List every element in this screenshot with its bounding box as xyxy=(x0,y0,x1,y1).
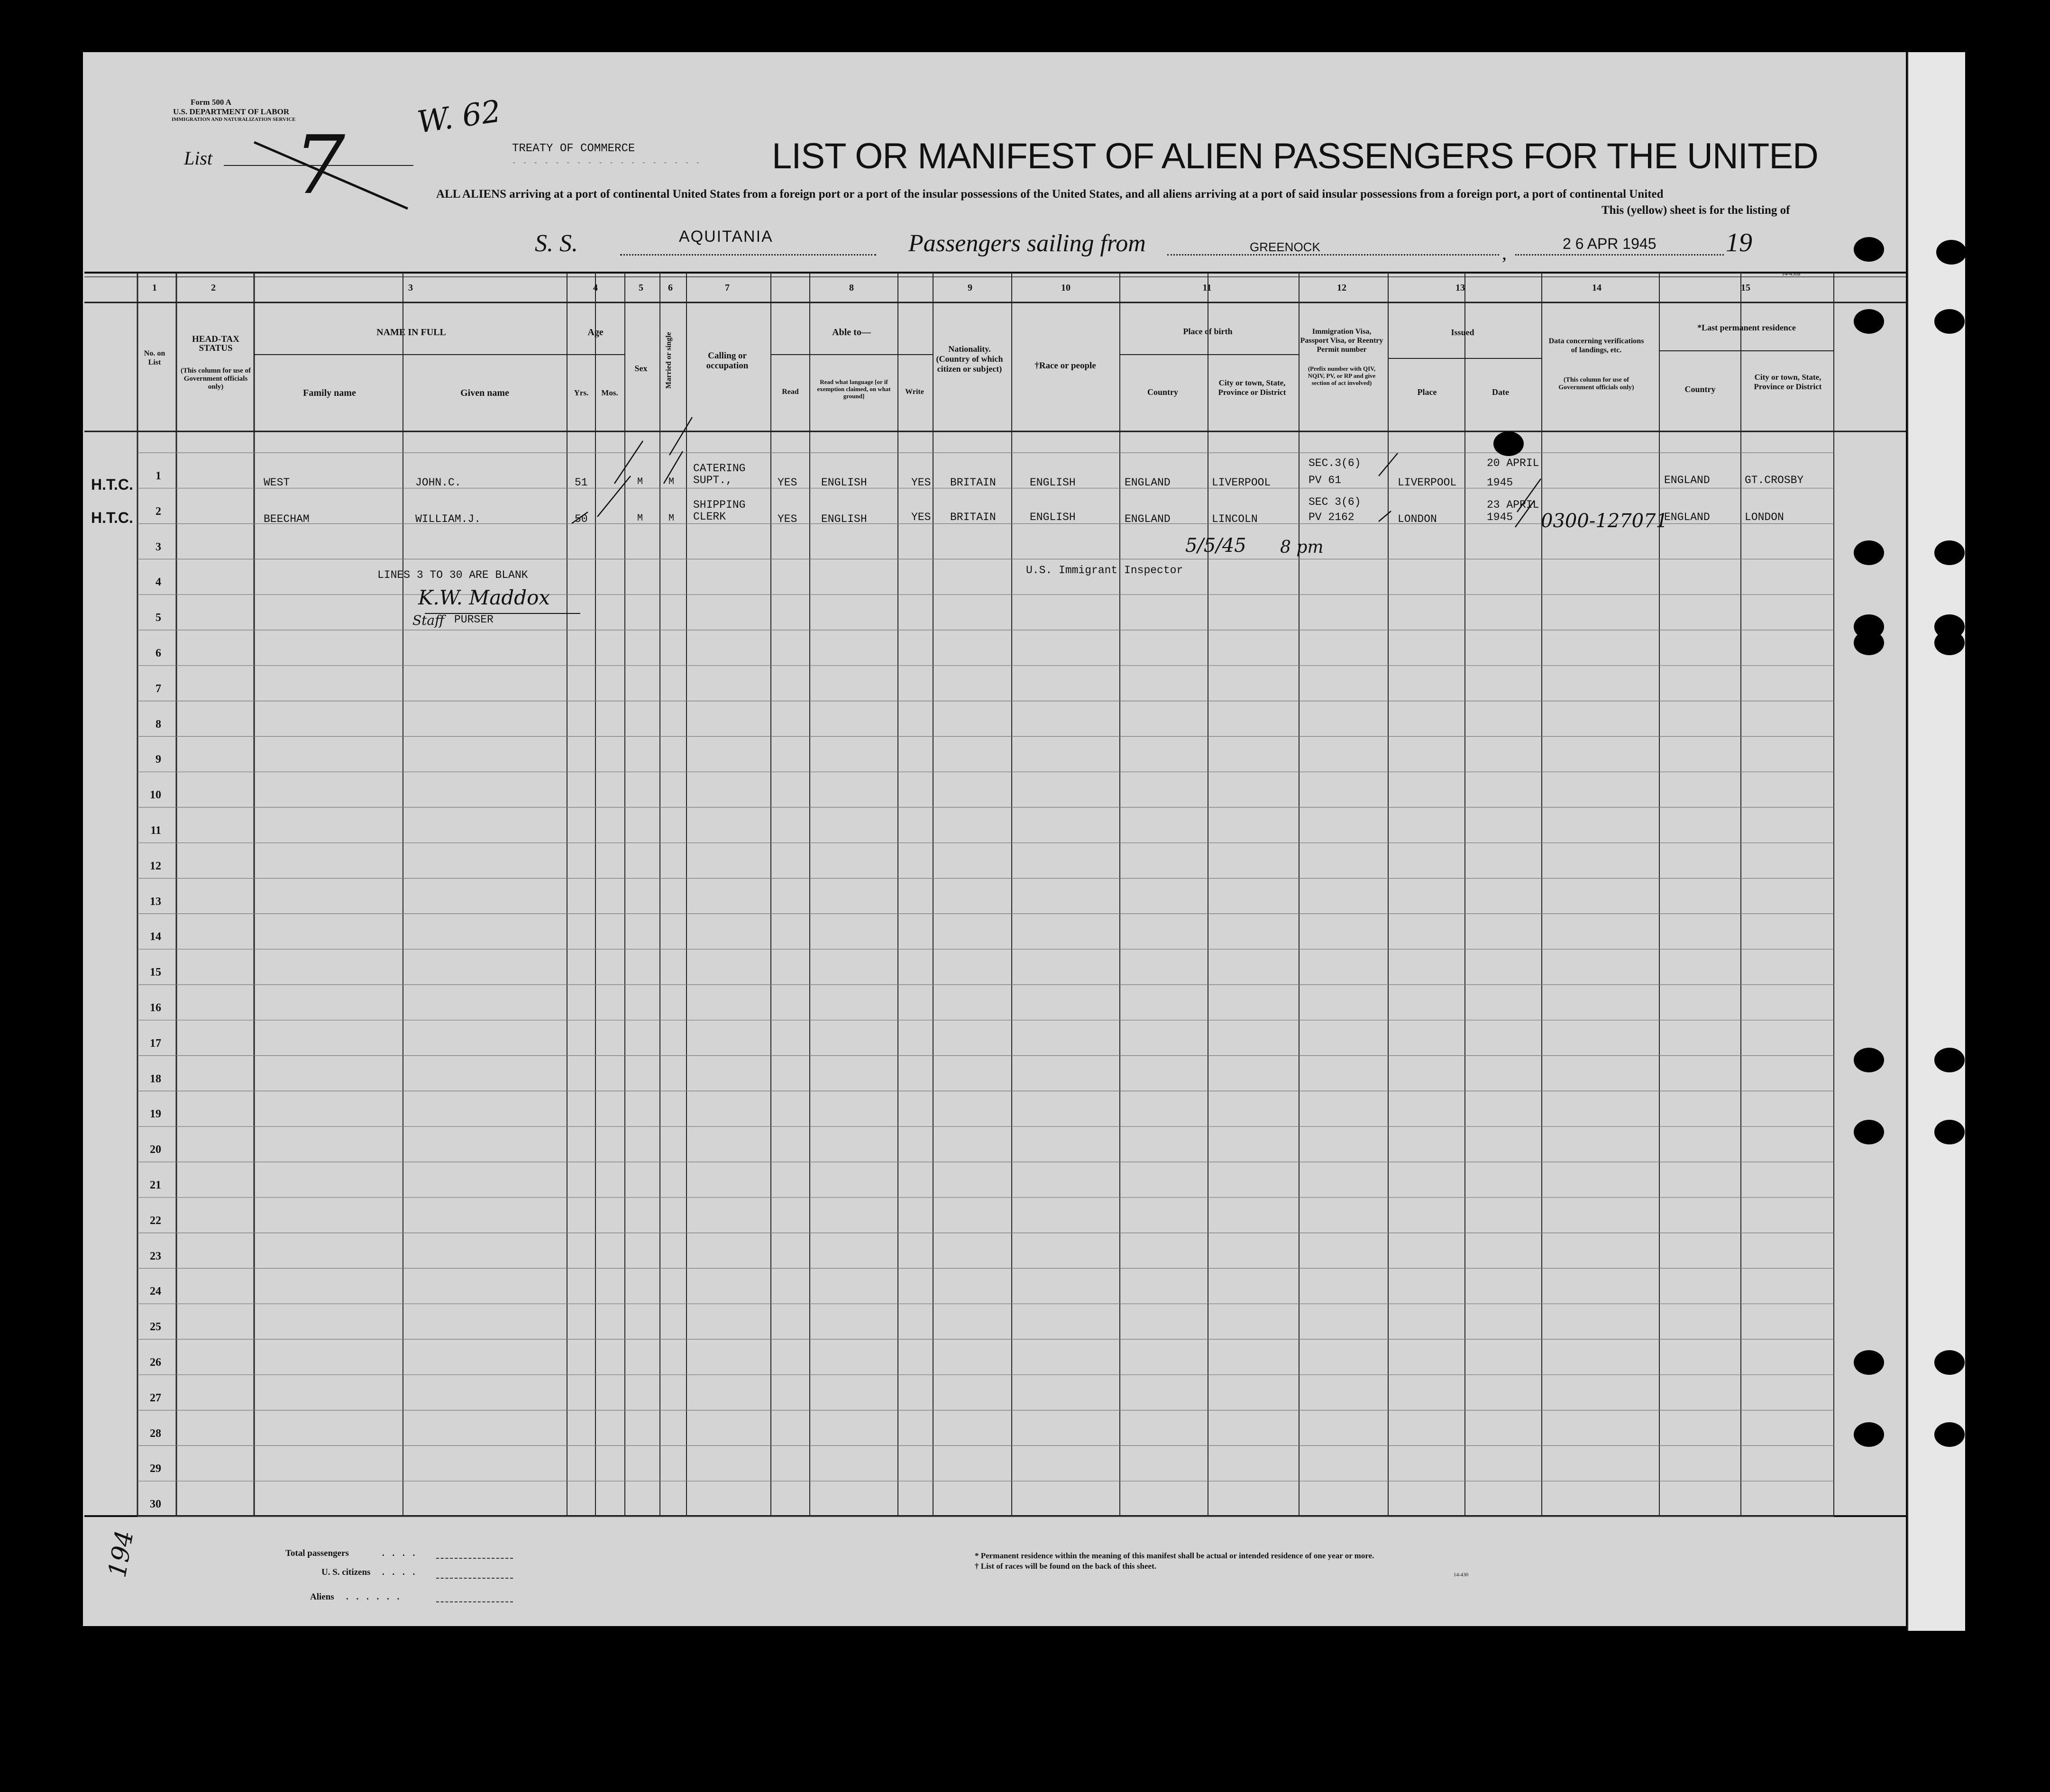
marital-status: M xyxy=(668,513,675,524)
punch-hole xyxy=(1934,631,1965,655)
row-number: 9 xyxy=(156,753,161,766)
department-name: U.S. DEPARTMENT OF LABOR xyxy=(173,107,290,116)
residence-city: GT.CROSBY xyxy=(1745,474,1804,486)
row-number: 23 xyxy=(150,1250,161,1262)
occupation-line-2: CLERK xyxy=(693,511,726,523)
given-name: WILLIAM.J. xyxy=(415,513,481,525)
col-number-9: 9 xyxy=(968,283,972,293)
family-name: BEECHAM xyxy=(264,513,310,525)
check-mark xyxy=(597,476,631,517)
date-underline xyxy=(1515,254,1724,256)
punch-hole xyxy=(1934,540,1965,565)
purser-signature: K.W. Maddox xyxy=(418,586,550,609)
header-married-single: Married or single xyxy=(665,332,673,389)
header-data-note: (This column for use of Government officials only) xyxy=(1558,376,1634,391)
col-number-3: 3 xyxy=(408,283,413,293)
can-write: YES xyxy=(911,476,931,489)
issued-date-line-2: 1945 xyxy=(1487,476,1513,489)
row-number: 3 xyxy=(156,540,161,553)
row-number: 11 xyxy=(150,824,161,837)
footnote-residence: * Permanent residence within the meaning of this manifest shall be actual or intended residence of one year or more. xyxy=(975,1551,1374,1560)
blank-lines-note: LINES 3 TO 30 ARE BLANK xyxy=(377,569,528,581)
row-number: 19 xyxy=(150,1108,161,1121)
row-number: 4 xyxy=(156,576,161,589)
treaty-stamp: TREATY OF COMMERCE xyxy=(512,142,635,155)
list-number-hand: 7 xyxy=(294,119,346,212)
visa-line-2: PV 2162 xyxy=(1309,511,1354,523)
inspector-time: 8 pm xyxy=(1280,538,1324,557)
language: ENGLISH xyxy=(821,513,867,525)
can-write: YES xyxy=(911,511,931,523)
date-stamp: 2 6 APR 1945 xyxy=(1563,235,1656,252)
punch-hole xyxy=(1854,1120,1884,1144)
row-number: 17 xyxy=(150,1037,161,1050)
header-write: Write xyxy=(905,388,924,396)
col-number-5: 5 xyxy=(639,283,643,293)
inspector-date: 5/5/45 xyxy=(1185,535,1246,557)
header-res-city: City or town, State, Province or District xyxy=(1754,373,1822,391)
can-read: YES xyxy=(778,513,797,525)
row-number: 26 xyxy=(150,1356,161,1369)
manifest-title: LIST OR MANIFEST OF ALIEN PASSENGERS FOR THE UNITED xyxy=(772,136,1818,176)
port-name: GREENOCK xyxy=(1250,240,1320,254)
residence-country: ENGLAND xyxy=(1664,474,1710,486)
row-number: 7 xyxy=(156,682,161,695)
aliens-dots: . . . . . . xyxy=(346,1592,403,1602)
header-nationality: Nationality. (Country of which citizen or subject) xyxy=(936,344,1003,374)
birth-country: ENGLAND xyxy=(1125,513,1171,525)
col-number-4: 4 xyxy=(593,283,598,293)
row-number: 20 xyxy=(150,1143,161,1156)
punch-hole xyxy=(1936,240,1967,265)
sex: M xyxy=(637,513,643,524)
port-underline xyxy=(1167,254,1499,256)
row-number: 1 xyxy=(156,470,161,482)
ship-underline xyxy=(620,254,876,256)
header-data-concerning: Data concerning verifications of landings, etc. xyxy=(1548,337,1644,354)
residence-city: LONDON xyxy=(1745,511,1784,523)
header-res-country: Country xyxy=(1684,384,1716,394)
header-calling: Calling or occupation xyxy=(706,351,749,371)
punch-hole xyxy=(1493,431,1524,456)
header-mos: Mos. xyxy=(601,388,618,397)
row-number: 15 xyxy=(150,966,161,979)
htc-mark: H.T.C. xyxy=(91,476,133,493)
total-passengers-line xyxy=(436,1558,513,1559)
header-age: Age xyxy=(587,327,604,338)
header-head-tax-note: (This column for use of Government officials only) xyxy=(180,367,251,391)
row-number: 13 xyxy=(150,895,161,908)
header-last-residence: *Last permanent residence xyxy=(1697,323,1796,332)
header-read-language: Read what language [or if exemption claimed, on what ground] xyxy=(817,378,891,400)
corner-code: 14-430a xyxy=(1782,270,1801,277)
total-passengers-dots: . . . . xyxy=(382,1548,418,1558)
col-number-13: 13 xyxy=(1455,283,1465,293)
punch-hole xyxy=(1934,1350,1965,1375)
sex: M xyxy=(637,476,643,487)
row-number: 16 xyxy=(150,1002,161,1014)
row-number: 18 xyxy=(150,1072,161,1085)
row-number: 12 xyxy=(150,859,161,872)
us-citizens-label: U. S. citizens xyxy=(321,1567,371,1577)
header-birth-city: City or town, State, Province or District xyxy=(1218,378,1286,397)
col-number-10: 10 xyxy=(1061,283,1071,293)
punch-hole xyxy=(1934,309,1965,334)
inspector-stamp: U.S. Immigrant Inspector xyxy=(1026,564,1183,576)
row-number: 30 xyxy=(150,1498,161,1511)
row-number: 29 xyxy=(150,1463,161,1475)
birth-country: ENGLAND xyxy=(1125,476,1171,489)
visa-line-2: PV 61 xyxy=(1309,474,1342,486)
header-visa: Immigration Visa, Passport Visa, or Reentry Permit number xyxy=(1300,328,1383,354)
issued-place: LONDON xyxy=(1398,513,1437,525)
visa-line-1: SEC.3(6) xyxy=(1309,457,1361,469)
subtitle-line-2: This (yellow) sheet is for the listing of xyxy=(1602,204,1790,217)
ship-name: AQUITANIA xyxy=(679,228,773,246)
issued-date-line-2: 1945 xyxy=(1487,511,1513,523)
header-visa-note: (Prefix number with QIV, NQIV, PV, or RP and give section of act involved) xyxy=(1308,365,1376,386)
punch-hole xyxy=(1854,540,1884,565)
year-prefix: 19 xyxy=(1726,228,1752,257)
occupation-line-1: SHIPPING xyxy=(693,499,746,511)
total-passengers-label: Total passengers xyxy=(285,1548,349,1558)
list-label: List xyxy=(184,147,213,169)
col-number-14: 14 xyxy=(1592,283,1602,293)
col-number-2: 2 xyxy=(211,283,216,293)
row-number: 24 xyxy=(150,1285,161,1298)
residence-country: ENGLAND xyxy=(1664,511,1710,523)
sailing-label: Passengers sailing from xyxy=(908,230,1146,257)
nationality: BRITAIN xyxy=(950,476,996,489)
punch-hole xyxy=(1934,1120,1965,1144)
occupation-line-1: CATERING xyxy=(693,462,746,475)
can-read: YES xyxy=(778,476,797,489)
header-birth-country: Country xyxy=(1147,387,1178,397)
us-citizens-dots: . . . . xyxy=(382,1567,418,1577)
header-sex: Sex xyxy=(634,364,648,373)
header-place-of-birth: Place of birth xyxy=(1183,327,1233,336)
check-mark xyxy=(669,417,692,455)
row-number: 25 xyxy=(150,1321,161,1334)
issued-place: LIVERPOOL xyxy=(1398,476,1457,489)
header-issued-date: Date xyxy=(1492,387,1509,397)
header-family-name: Family name xyxy=(303,388,356,398)
aliens-label: Aliens xyxy=(310,1592,334,1602)
staff-prefix: Staff xyxy=(412,613,444,628)
col-number-6: 6 xyxy=(668,283,673,293)
verification-number: 0300-127071 xyxy=(1541,510,1668,532)
purser-title: PURSER xyxy=(454,613,494,626)
row-number: 10 xyxy=(150,789,161,802)
aliens-line xyxy=(436,1601,513,1602)
header-head-tax: HEAD-TAX STATUS xyxy=(192,334,239,353)
col-number-15: 15 xyxy=(1741,283,1750,293)
col-number-12: 12 xyxy=(1337,283,1346,293)
footer-code: 14-430 xyxy=(1454,1572,1469,1578)
punch-hole xyxy=(1854,237,1884,262)
visa-line-1: SEC 3(6) xyxy=(1309,496,1361,508)
treaty-stamp-dashes: - - - - - - - - - - - - - - - - - - xyxy=(512,159,702,167)
row-number: 6 xyxy=(156,647,161,659)
row-number: 22 xyxy=(150,1214,161,1227)
service-name: IMMIGRATION AND NATURALIZATION SERVICE xyxy=(172,117,296,122)
punch-hole xyxy=(1934,1048,1965,1072)
punch-hole xyxy=(1854,309,1884,334)
form-number: Form 500 A xyxy=(191,98,231,107)
race: ENGLISH xyxy=(1030,511,1076,523)
row-number: 27 xyxy=(150,1391,161,1404)
punch-hole xyxy=(1854,1048,1884,1072)
punch-hole xyxy=(1854,631,1884,655)
header-able-to: Able to— xyxy=(832,327,871,338)
comma: , xyxy=(1502,242,1507,264)
row-number: 21 xyxy=(150,1179,161,1191)
col-number-8: 8 xyxy=(849,283,854,293)
issued-date-line-1: 20 APRIL xyxy=(1487,457,1539,469)
footnote-races: † List of races will be found on the back of this sheet. xyxy=(975,1562,1156,1571)
header-given-name: Given name xyxy=(460,388,509,398)
col-number-11: 11 xyxy=(1202,283,1212,293)
corner-handwriting: W. 62 xyxy=(415,94,503,140)
col-number-1: 1 xyxy=(152,283,157,293)
row-number: 5 xyxy=(156,612,161,624)
row-number: 8 xyxy=(156,718,161,731)
row-number: 28 xyxy=(150,1427,161,1440)
margin-handwriting: 194 xyxy=(103,1528,139,1580)
race: ENGLISH xyxy=(1030,476,1076,489)
row-number: 2 xyxy=(156,505,161,518)
col-number-7: 7 xyxy=(725,283,730,293)
header-issued-place: Place xyxy=(1417,387,1437,397)
header-issued: Issued xyxy=(1451,328,1474,337)
punch-hole xyxy=(1854,1422,1884,1447)
occupation-line-2: SUPT., xyxy=(693,474,732,486)
header-name-in-full: NAME IN FULL xyxy=(376,327,446,338)
row-number: 14 xyxy=(150,931,161,943)
header-no-on-list: No. on List xyxy=(144,349,165,366)
given-name: JOHN.C. xyxy=(415,476,461,489)
punch-hole xyxy=(1854,1350,1884,1375)
birth-city: LIVERPOOL xyxy=(1212,476,1271,489)
us-citizens-line xyxy=(436,1578,513,1579)
age-years: 51 xyxy=(575,476,588,489)
header-race: †Race or people xyxy=(1034,361,1096,371)
age-years: 50 xyxy=(575,513,588,525)
ss-label: S. S. xyxy=(535,230,578,257)
issued-date-line-1: 23 APRIL xyxy=(1487,499,1539,511)
birth-city: LINCOLN xyxy=(1212,513,1258,525)
header-yrs: Yrs. xyxy=(574,388,589,397)
punch-hole xyxy=(1934,1422,1965,1447)
marital-status: M xyxy=(668,476,675,487)
nationality: BRITAIN xyxy=(950,511,996,523)
htc-mark: H.T.C. xyxy=(91,509,133,526)
subtitle-line-1: ALL ALIENS arriving at a port of continental United States from a foreign port or a port of the insular possessions of the United States, and all aliens arriving at a port of said insular possessions from a foreign port, a port of continental United xyxy=(436,188,1664,201)
header-read: Read xyxy=(782,388,799,396)
family-name: WEST xyxy=(264,476,290,489)
language: ENGLISH xyxy=(821,476,867,489)
check-mark xyxy=(1379,511,1391,521)
